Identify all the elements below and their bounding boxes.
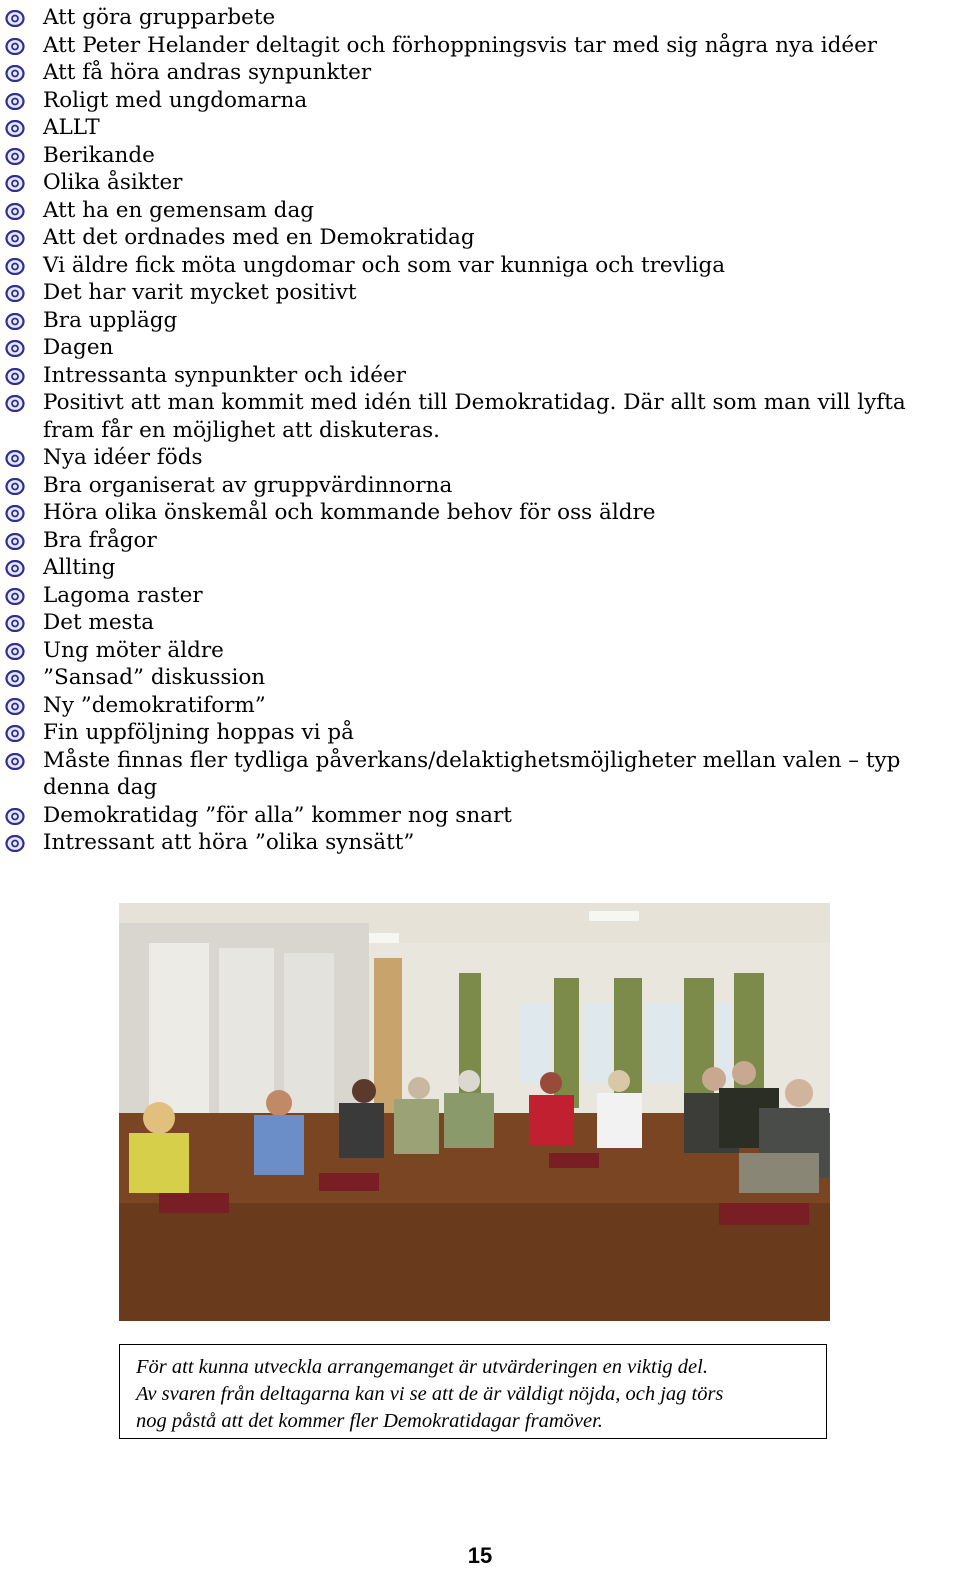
caption-line: Av svaren från deltagarna kan vi se att de är väldigt nöjda, och jag törs — [136, 1383, 724, 1405]
list-item — [0, 334, 960, 362]
list-item-text: Fin uppföljning hoppas vi på — [43, 720, 354, 745]
at-sign-bullet-icon — [5, 588, 25, 605]
list-item-text: Positivt att man kommit med idén till Demokratidag. Där allt som man vill lyfta fram får en möjlighet att diskuteras. — [43, 390, 906, 443]
at-sign-bullet-icon — [5, 203, 25, 220]
list-item-text: Olika åsikter — [43, 170, 183, 195]
list-item-text: ”Sansad” diskussion — [43, 665, 266, 690]
list-item — [0, 114, 960, 142]
at-sign-bullet-icon — [5, 478, 25, 495]
list-item — [0, 609, 960, 637]
list-item-text: Att få höra andras synpunkter — [43, 60, 372, 85]
list-item-text: Vi äldre fick möta ungdomar och som var kunniga och trevliga — [43, 252, 726, 278]
list-item-text: Allting — [43, 555, 116, 580]
list-item-text: Måste finnas fler tydliga påverkans/delaktighetsmöjligheter mellan valen – typ denna dag — [43, 747, 901, 800]
list-item — [0, 554, 960, 582]
at-sign-bullet-icon — [5, 258, 25, 275]
list-item — [0, 32, 960, 60]
at-sign-bullet-icon — [5, 505, 25, 522]
group-discussion-photo — [119, 903, 830, 1321]
at-sign-bullet-icon — [5, 93, 25, 110]
list-item-text: Bra frågor — [43, 527, 157, 553]
at-sign-bullet-icon — [5, 368, 25, 385]
list-item — [0, 692, 960, 720]
list-item — [0, 197, 960, 225]
list-item — [0, 444, 960, 472]
list-item — [0, 527, 960, 555]
list-item-text: Ung möter äldre — [43, 637, 224, 663]
list-item — [0, 169, 960, 197]
bullet-list — [0, 4, 960, 857]
at-sign-bullet-icon — [5, 148, 25, 165]
list-item — [0, 224, 960, 252]
list-item-text: Att Peter Helander deltagit och förhoppningsvis tar med sig några nya idéer — [43, 32, 878, 58]
list-item — [0, 389, 953, 444]
at-sign-bullet-icon — [5, 395, 25, 412]
list-item — [0, 87, 960, 115]
at-sign-bullet-icon — [5, 835, 25, 852]
at-sign-bullet-icon — [5, 670, 25, 687]
list-item — [0, 307, 960, 335]
at-sign-bullet-icon — [5, 450, 25, 467]
list-item — [0, 362, 960, 390]
at-sign-bullet-icon — [5, 10, 25, 27]
list-item — [0, 4, 960, 32]
list-item-text: ALLT — [43, 115, 100, 140]
at-sign-bullet-icon — [5, 230, 25, 247]
list-item — [0, 142, 960, 170]
caption-line: nog påstå att det kommer fler Demokratidagar framöver. — [136, 1410, 603, 1432]
at-sign-bullet-icon — [5, 725, 25, 742]
at-sign-bullet-icon — [5, 65, 25, 82]
at-sign-bullet-icon — [5, 175, 25, 192]
at-sign-bullet-icon — [5, 560, 25, 577]
list-item-text: Att göra grupparbete — [43, 5, 276, 30]
list-item-text: Att det ordnades med en Demokratidag — [43, 225, 475, 250]
list-item — [0, 829, 960, 857]
at-sign-bullet-icon — [5, 340, 25, 357]
at-sign-bullet-icon — [5, 753, 25, 770]
list-item — [0, 499, 960, 527]
list-item — [0, 664, 960, 692]
list-item-text: Intressanta synpunkter och idéer — [43, 362, 407, 388]
at-sign-bullet-icon — [5, 120, 25, 137]
page-number: 15 — [467, 1543, 493, 1568]
list-item — [0, 747, 953, 802]
list-item-text: Att ha en gemensam dag — [43, 197, 315, 223]
list-item-text: Ny ”demokratiform” — [43, 692, 266, 718]
at-sign-bullet-icon — [5, 643, 25, 660]
list-item-text: Intressant att höra ”olika synsätt” — [43, 830, 415, 855]
at-sign-bullet-icon — [5, 698, 25, 715]
at-sign-bullet-icon — [5, 615, 25, 632]
at-sign-bullet-icon — [5, 38, 25, 55]
at-sign-bullet-icon — [5, 285, 25, 302]
list-item — [0, 472, 960, 500]
list-item-text: Berikande — [43, 142, 155, 168]
caption-box — [119, 1344, 827, 1439]
list-item-text: Bra organiserat av gruppvärdinnorna — [43, 472, 453, 498]
list-item-text: Det har varit mycket positivt — [43, 280, 357, 305]
list-item-text: Bra upplägg — [43, 307, 178, 333]
list-item — [0, 279, 960, 307]
list-item-text: Roligt med ungdomarna — [43, 87, 308, 113]
list-item — [0, 802, 960, 830]
list-item-text: Demokratidag ”för alla” kommer nog snart — [43, 802, 512, 828]
list-item-text: Dagen — [43, 335, 114, 360]
list-item-text: Höra olika önskemål och kommande behov för oss äldre — [43, 500, 656, 525]
list-item-text: Det mesta — [43, 610, 155, 635]
caption-line: För att kunna utveckla arrangemanget är utvärderingen en viktig del. — [136, 1356, 708, 1378]
list-item-text: Lagoma raster — [43, 582, 203, 608]
at-sign-bullet-icon — [5, 533, 25, 550]
at-sign-bullet-icon — [5, 313, 25, 330]
at-sign-bullet-icon — [5, 808, 25, 825]
list-item — [0, 252, 960, 280]
list-item — [0, 637, 960, 665]
list-item — [0, 59, 960, 87]
list-item — [0, 582, 960, 610]
list-item-text: Nya idéer föds — [43, 445, 203, 470]
list-item — [0, 719, 960, 747]
